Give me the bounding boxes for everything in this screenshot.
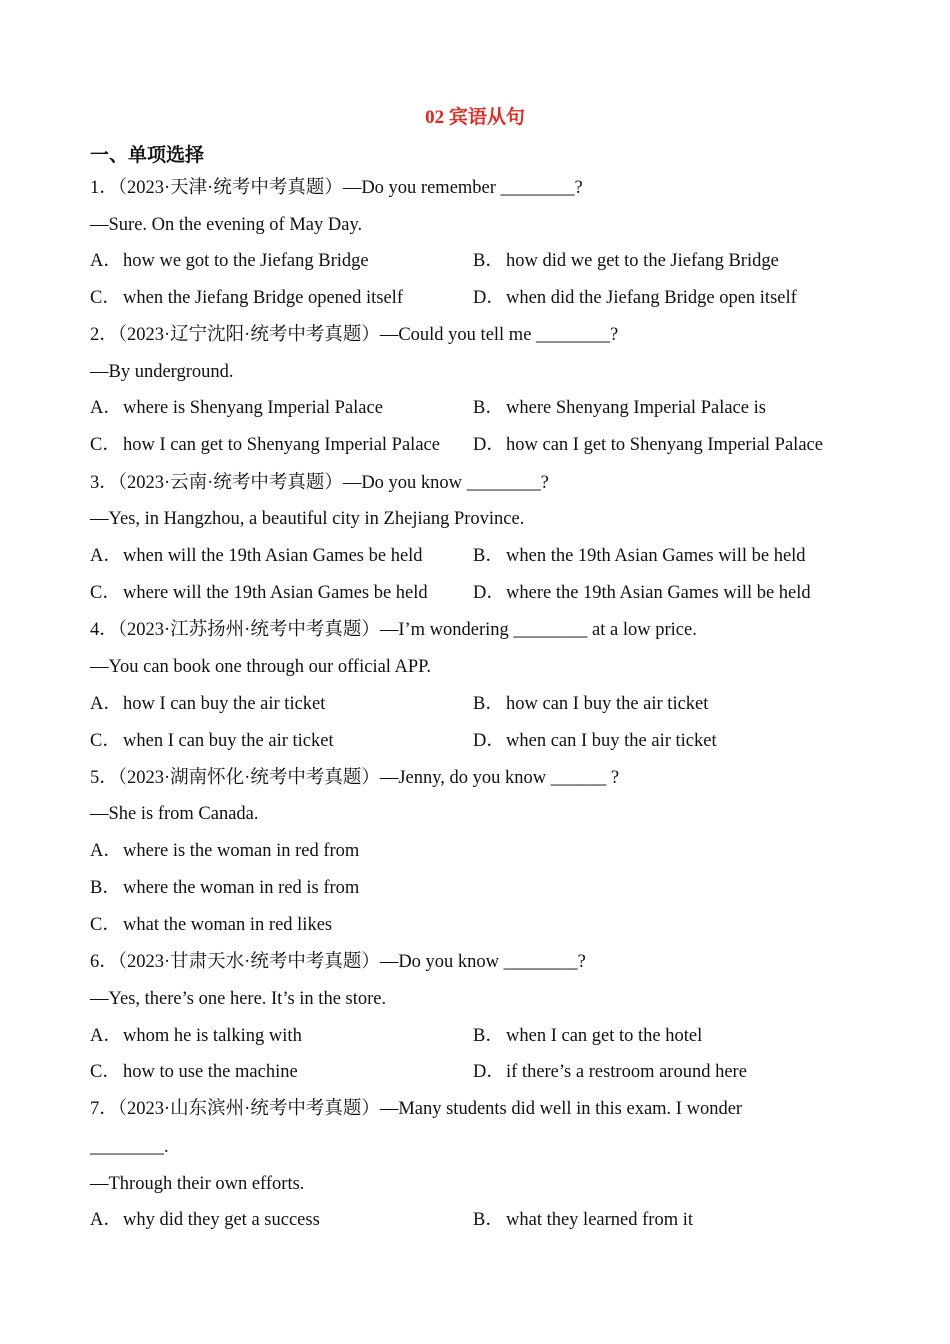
- option-b[interactable]: B． how can I buy the air ticket: [473, 694, 709, 714]
- option-d[interactable]: D．if there’s a restroom around here: [473, 1062, 747, 1082]
- question-reply: —Sure. On the evening of May Day.: [90, 215, 363, 235]
- option-b[interactable]: B． when I can get to the hotel: [473, 1026, 703, 1046]
- section-heading: 一、单项选择: [90, 145, 205, 166]
- question-stem: 7．（2023·山东滨州·统考中考真题）—Many students did well in this exam. I wonder: [90, 1099, 743, 1119]
- option-b[interactable]: B． how did we get to the Jiefang Bridge: [473, 251, 779, 271]
- option-c[interactable]: C． when I can buy the air ticket: [90, 731, 334, 751]
- question-stem: 3．（2023·云南·统考中考真题）—Do you know ________?: [90, 473, 549, 493]
- option-a[interactable]: A．why did they get a success: [90, 1210, 320, 1230]
- option-c[interactable]: C． when the Jiefang Bridge opened itself: [90, 288, 403, 308]
- option-a[interactable]: A．where is Shenyang Imperial Palace: [90, 398, 383, 418]
- option-c[interactable]: C． how to use the machine: [90, 1062, 298, 1082]
- option-a[interactable]: A．when will the 19th Asian Games be held: [90, 546, 423, 566]
- option-b[interactable]: B． when the 19th Asian Games will be held: [473, 546, 806, 566]
- question-reply: —Yes, there’s one here. It’s in the store.: [90, 989, 387, 1009]
- option-c[interactable]: C． what the woman in red likes: [90, 915, 333, 935]
- question-stem: 5．（2023·湖南怀化·统考中考真题）—Jenny, do you know ______ ?: [90, 768, 620, 788]
- option-c[interactable]: C． how I can get to Shenyang Imperial Palace: [90, 435, 440, 455]
- question-reply: —Yes, in Hangzhou, a beautiful city in Zhejiang Province.: [90, 509, 525, 529]
- option-b[interactable]: B． where Shenyang Imperial Palace is: [473, 398, 766, 418]
- question-reply: —Through their own efforts.: [90, 1174, 305, 1194]
- option-c[interactable]: C． where will the 19th Asian Games be held: [90, 583, 428, 603]
- option-d[interactable]: D．when did the Jiefang Bridge open itself: [473, 288, 797, 308]
- option-a[interactable]: A．whom he is talking with: [90, 1026, 302, 1046]
- option-d[interactable]: D．when can I buy the air ticket: [473, 731, 717, 751]
- question-stem: 4．（2023·江苏扬州·统考中考真题）—I’m wondering ________ at a low price.: [90, 620, 697, 640]
- question-reply: —By underground.: [90, 362, 234, 382]
- question-stem: 1．（2023·天津·统考中考真题）—Do you remember ________?: [90, 178, 583, 198]
- option-d[interactable]: D．how can I get to Shenyang Imperial Palace: [473, 435, 823, 455]
- question-reply: —You can book one through our official APP.: [90, 657, 432, 677]
- option-b[interactable]: B． where the woman in red is from: [90, 878, 360, 898]
- question-stem-continued: ________.: [90, 1137, 169, 1157]
- option-a[interactable]: A．how we got to the Jiefang Bridge: [90, 251, 369, 271]
- option-a[interactable]: A．where is the woman in red from: [90, 841, 360, 861]
- option-d[interactable]: D．where the 19th Asian Games will be held: [473, 583, 811, 603]
- document-title: 02 宾语从句: [425, 107, 525, 128]
- question-reply: —She is from Canada.: [90, 804, 259, 824]
- question-stem: 6．（2023·甘肃天水·统考中考真题）—Do you know ________?: [90, 952, 586, 972]
- question-stem: 2．（2023·辽宁沈阳·统考中考真题）—Could you tell me ________?: [90, 325, 619, 345]
- option-b[interactable]: B． what they learned from it: [473, 1210, 693, 1230]
- option-a[interactable]: A．how I can buy the air ticket: [90, 694, 326, 714]
